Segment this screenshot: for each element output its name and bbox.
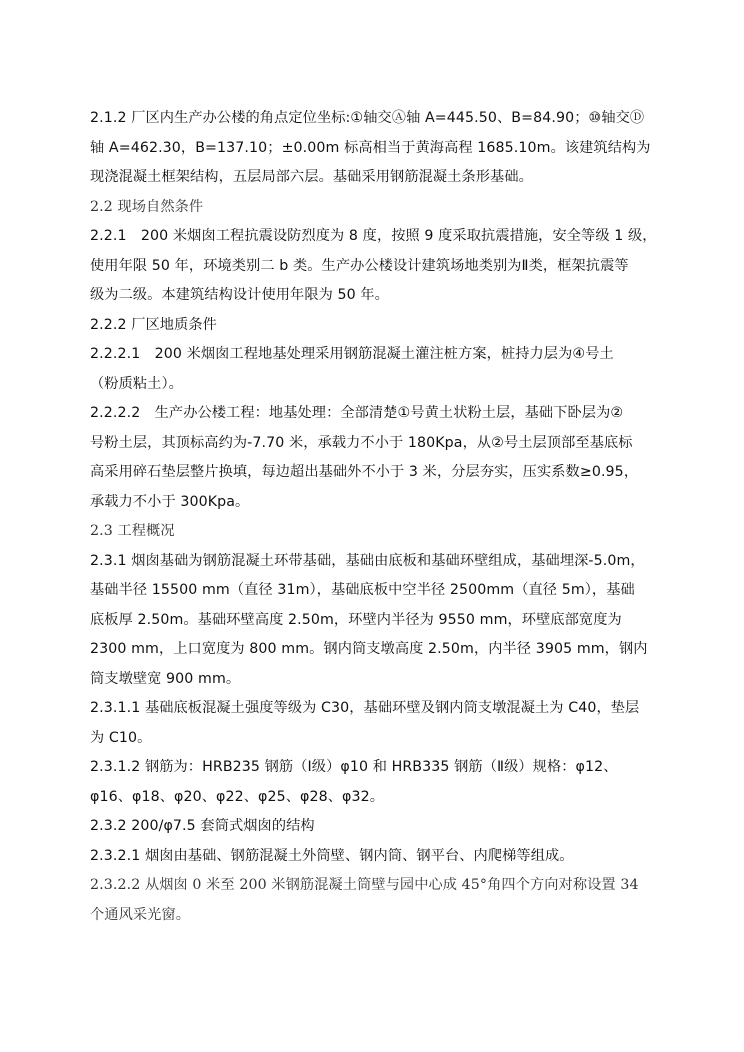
heading-text: 2.2.2 厂区地质条件 [90,316,217,333]
text-line: 筒支墩壁宽 900 mm。 [90,670,241,687]
paragraph-2-3-1 [90,547,668,695]
heading-2-2-2 [90,311,668,341]
document-body [90,104,668,930]
text-line: 2.2.2.2 生产办公楼工程：地基处理：全部清楚①号黄土状粉土层，基础下卧层为② [90,405,624,421]
text-line: 2.3.1.1 基础底板混凝土强度等级为 C30，基础环壁及钢内筒支墩混凝土为 C40，垫层 [90,700,640,716]
paragraph-2-1-2 [90,104,668,193]
text-line: 级为二级。本建筑结构设计使用年限为 50 年。 [90,287,389,303]
paragraph-2-3-2-1 [90,842,668,872]
text-line: 个通风采光窗。 [90,906,191,923]
text-line: 承载力不小于 300Kpa。 [90,493,250,510]
text-line: 2.2.2.1 200 米烟囱工程地基处理采用钢筋混凝土灌注桩方案，桩持力层为④号土 [90,346,614,362]
text-line: 高采用碎石垫层整片换填，每边超出基础外不小于 3 米，分层夯实，压实系数≥0.95， [90,464,639,480]
heading-text: 2.2 现场自然条件 [90,198,204,215]
text-line: 底板厚 2.50m。基础环壁高度 2.50m，环壁内半径为 9550 mm，环壁底部宽度为 [90,611,622,628]
heading-2-3 [90,517,668,547]
text-line: 2.2.1 200 米烟囱工程抗震设防烈度为 8 度，按照 9 度采取抗震措施，安全等级 1 级， [90,228,657,244]
paragraph-2-3-1-1 [90,694,668,753]
paragraph-2-2-1 [90,222,668,311]
text-line: 轴 A=462.30，B=137.10；±0.00m 标高相当于黄海高程 1685.10m。该建筑结构为 [90,139,651,156]
heading-2-2 [90,193,668,223]
paragraph-2-3-2-2 [90,871,668,930]
paragraph-2-3-1-2 [90,753,668,812]
paragraph-2-2-2-1 [90,340,668,399]
paragraph-2-2-2-2 [90,399,668,517]
text-line: 现浇混凝土框架结构，五层局部六层。基础采用钢筋混凝土条形基础。 [90,169,533,185]
text-line: 2.3.1.2 钢筋为：HRB235 钢筋（Ⅰ级）φ10 和 HRB335 钢筋（Ⅱ级）规格：φ12、 [90,759,618,775]
text-line: 2.3.2.1 烟囱由基础、钢筋混凝土外筒壁、钢内筒、钢平台、内爬梯等组成。 [90,847,574,864]
text-line: φ16、φ18、φ20、φ22、φ25、φ28、φ32。 [90,788,384,805]
text-line: 2.3.2.2 从烟囱 0 米至 200 米钢筋混凝土筒壁与园中心成 45°角四个方向对称设置 34 [90,877,639,893]
text-line: 2300 mm，上口宽度为 800 mm。钢内筒支墩高度 2.50m，内半径 3905 mm，钢内 [90,641,648,657]
text-line: 号粉土层，其顶标高约为-7.70 米，承载力不小于 180Kpa，从②号土层顶部至基底标 [90,434,633,451]
heading-text: 2.3 工程概况 [90,523,175,539]
text-line: 使用年限 50 年，环境类别二 b 类。生产办公楼设计建筑场地类别为Ⅱ类，框架抗震等 [90,257,629,274]
heading-text: 2.3.2 200/φ7.5 套筒式烟囱的结构 [90,818,315,834]
heading-2-3-2 [90,812,668,842]
text-line: 基础半径 15500 mm（直径 31m），基础底板中空半径 2500mm（直径 5m），基础 [90,582,635,598]
text-line: 2.1.2 厂区内生产办公楼的角点定位坐标:①轴交Ⓐ轴 A=445.50、B=84.90；⑩轴交Ⓓ [90,110,645,126]
text-line: （粉质粘土）。 [90,375,183,392]
text-line: 2.3.1 烟囱基础为钢筋混凝土环带基础，基础由底板和基础环壁组成，基础埋深-5.0m， [90,552,645,569]
text-line: 为 C10。 [90,729,152,746]
